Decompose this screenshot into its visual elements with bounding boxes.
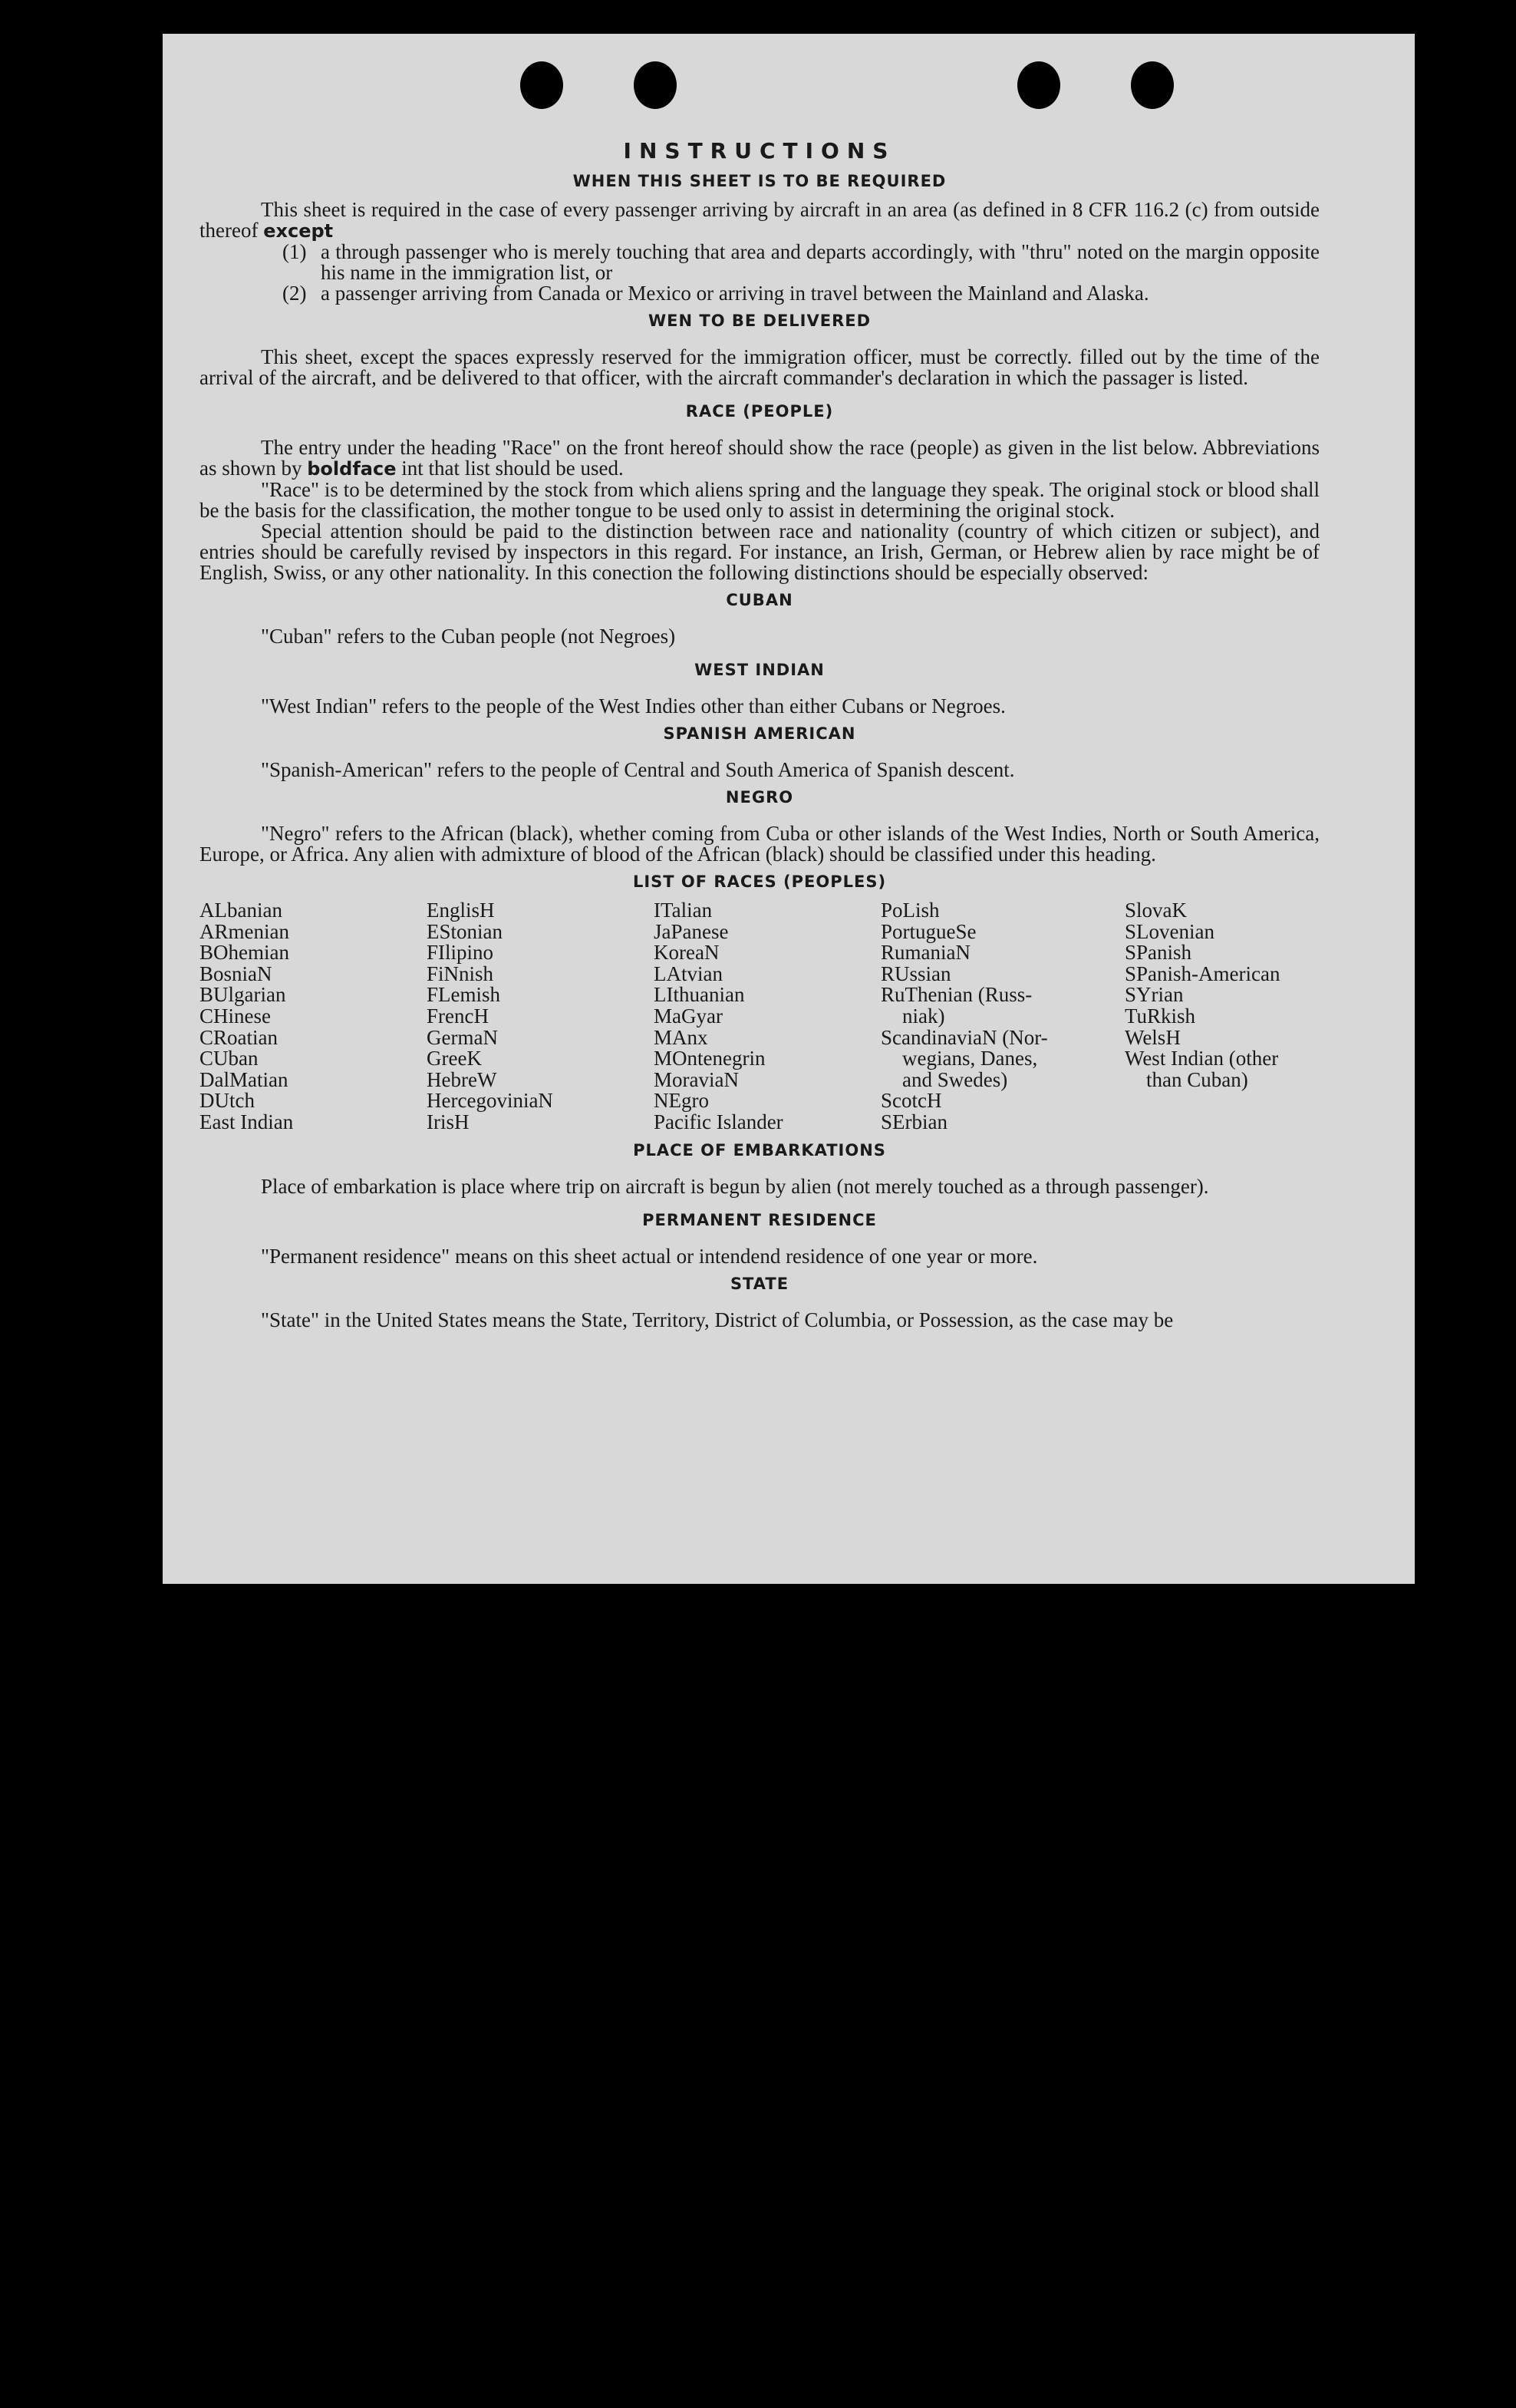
item-text: a through passenger who is merely touching that area and departs accordingly, with "thru" noted on the margin opposite his name in the immigration list, or	[321, 240, 1320, 284]
race-entry: MaGyar	[654, 1004, 723, 1028]
heading-list-of-races: LIST OF RACES (PEOPLES)	[632, 872, 887, 891]
race-entry: CRoatian	[199, 1025, 278, 1049]
race-entry: HercegoviniaN	[427, 1089, 553, 1113]
race-entry: RUssian	[881, 962, 951, 985]
race-list	[199, 900, 1320, 1133]
race-entry: niak)	[902, 1004, 945, 1028]
race-entry: wegians, Danes,	[902, 1047, 1038, 1070]
item-number: (2)	[282, 282, 307, 305]
race-entry: FiNnish	[427, 962, 494, 985]
race-column	[199, 900, 427, 1133]
race-entry: RuThenian (Russ-	[881, 983, 1033, 1007]
heading-permanent-residence: PERMANENT RESIDENCE	[642, 1210, 877, 1229]
race-entry: ALbanian	[199, 899, 282, 922]
race-entry: BUlgarian	[199, 983, 286, 1007]
race-entry: HebreW	[427, 1067, 497, 1091]
heading-embarkation: PLACE OF EMBARKATIONS	[633, 1140, 886, 1159]
punch-hole	[634, 61, 677, 109]
race-entry: GreeK	[427, 1047, 482, 1070]
west-indian-text: "West Indian" refers to the people of the West Indies other than either Cubans or Negroes.	[261, 694, 1006, 717]
race-entry: ARmenian	[199, 919, 289, 943]
heading-required: WHEN THIS SHEET IS TO BE REQUIRED	[572, 172, 947, 190]
race-column	[654, 900, 881, 1133]
heading-spanish-american: SPANISH AMERICAN	[663, 724, 856, 743]
race-entry: PortugueSe	[881, 919, 977, 943]
race-entry: SLovenian	[1125, 919, 1214, 943]
race-entry: SPanish	[1125, 941, 1192, 965]
race-bold-word: boldface	[307, 458, 397, 480]
race-paragraph-2: "Race" is to be determined by the stock from which aliens spring and the language they speak. The original stock or blood shall be the basis for the classification, the mother tongue to be used only to assist in determining the original stock.	[199, 478, 1320, 522]
race-paragraph-1: The entry under the heading "Race" on the front hereof should show the race (people) as given in the list below. Abbreviations as shown by boldface int that list should be used.	[199, 436, 1320, 480]
race-entry: BOhemian	[199, 941, 289, 965]
race-entry: RumaniaN	[881, 941, 971, 965]
race-entry: FIlipino	[427, 941, 494, 965]
race-paragraph-3: Special attention should be paid to the distinction between race and nationality (country of which citizen or subject), and entries should be carefully revised by inspectors in this regard. For instance, an Irish, German, or Hebrew alien by race might be of English, Swiss, or any other nationality. In this conection the following distinctions should be especially observed:	[199, 520, 1320, 584]
heading-west-indian: WEST INDIAN	[694, 661, 825, 679]
heading-race: RACE (PEOPLE)	[685, 402, 834, 421]
race-entry: East Indian	[199, 1110, 294, 1133]
race-entry: West Indian (other	[1125, 1047, 1279, 1070]
delivered-text: This sheet, except the spaces expressly reserved for the immigration officer, must be correctly. filled out by the time of the arrival of the aircraft, and be delivered to that officer, with the aircraft commander's declaration in which the passager is listed.	[199, 345, 1320, 389]
race-entry: ScandinaviaN (Nor-	[881, 1025, 1048, 1049]
race-entry: ITalian	[654, 899, 713, 922]
race-column	[1125, 900, 1320, 1133]
heading-cuban: CUBAN	[726, 591, 793, 609]
race-entry: CHinese	[199, 1004, 271, 1028]
race-entry: MOntenegrin	[654, 1047, 766, 1070]
race-entry: and Swedes)	[902, 1067, 1008, 1091]
race-entry: LAtvian	[654, 962, 723, 985]
race-entry: SErbian	[881, 1110, 948, 1133]
race-entry: MAnx	[654, 1025, 708, 1049]
race-entry: IrisH	[427, 1110, 470, 1133]
race-entry: JaPanese	[654, 919, 729, 943]
negro-text: "Negro" refers to the African (black), whether coming from Cuba or other islands of the West Indies, North or South America, Europe, or Africa. Any alien with admixture of blood of the African (black) should be classified under this heading.	[199, 822, 1320, 866]
race-entry: NEgro	[654, 1089, 709, 1113]
race-entry: LIthuanian	[654, 983, 745, 1007]
state-text: "State" in the United States means the State, Territory, District of Columbia, or Possession, as the case may be	[261, 1308, 1174, 1331]
race-entry: DUtch	[199, 1089, 255, 1113]
document-body	[199, 140, 1320, 1331]
race-entry: SYrian	[1125, 983, 1184, 1007]
race-entry: TuRkish	[1125, 1004, 1196, 1028]
punch-hole	[520, 61, 563, 109]
race-entry: ScotcH	[881, 1089, 942, 1113]
punch-hole	[1017, 61, 1060, 109]
race-entry: DalMatian	[199, 1067, 288, 1091]
embarkation-text: Place of embarkation is place where trip on aircraft is begun by alien (not merely touched as a through passenger).	[261, 1174, 1209, 1198]
document-sheet	[163, 34, 1415, 1584]
race-entry: EStonian	[427, 919, 503, 943]
required-intro-bold: except	[263, 220, 334, 242]
required-intro: This sheet is required in the case of every passenger arriving by aircraft in an area (as defined in 8 CFR 116.2 (c) from outside thereof except	[199, 198, 1320, 242]
punch-hole	[1131, 61, 1174, 109]
heading-state: STATE	[730, 1274, 789, 1293]
page-title: INSTRUCTIONS	[623, 138, 896, 163]
race-entry: FLemish	[427, 983, 501, 1007]
race-entry: CUban	[199, 1047, 259, 1070]
race-column	[881, 900, 1125, 1133]
race-entry: MoraviaN	[654, 1067, 739, 1091]
heading-delivered: WEN TO BE DELIVERED	[648, 312, 872, 330]
residence-text: "Permanent residence" means on this sheet actual or intendend residence of one year or more.	[261, 1244, 1038, 1268]
required-item	[282, 283, 1320, 304]
race-entry: EnglisH	[427, 899, 495, 922]
spanish-american-text: "Spanish-American" refers to the people of Central and South America of Spanish descent.	[261, 758, 1015, 781]
race-entry: KoreaN	[654, 941, 720, 965]
item-text: a passenger arriving from Canada or Mexico or arriving in travel between the Mainland and Alaska.	[321, 282, 1149, 305]
race-entry: SlovaK	[1125, 899, 1187, 922]
race-entry: FrencH	[427, 1004, 489, 1028]
race-entry: PoLish	[881, 899, 940, 922]
race-column	[427, 900, 654, 1133]
race-entry: BosniaN	[199, 962, 272, 985]
heading-negro: NEGRO	[725, 788, 794, 807]
race-entry: WelsH	[1125, 1025, 1181, 1049]
race-entry: Pacific Islander	[654, 1110, 783, 1133]
cuban-text: "Cuban" refers to the Cuban people (not Negroes)	[261, 625, 676, 648]
item-number: (1)	[282, 240, 307, 263]
race-entry: GermaN	[427, 1025, 498, 1049]
race-entry: SPanish-American	[1125, 962, 1280, 985]
required-item	[282, 242, 1320, 283]
race-entry: than Cuban)	[1146, 1067, 1248, 1091]
